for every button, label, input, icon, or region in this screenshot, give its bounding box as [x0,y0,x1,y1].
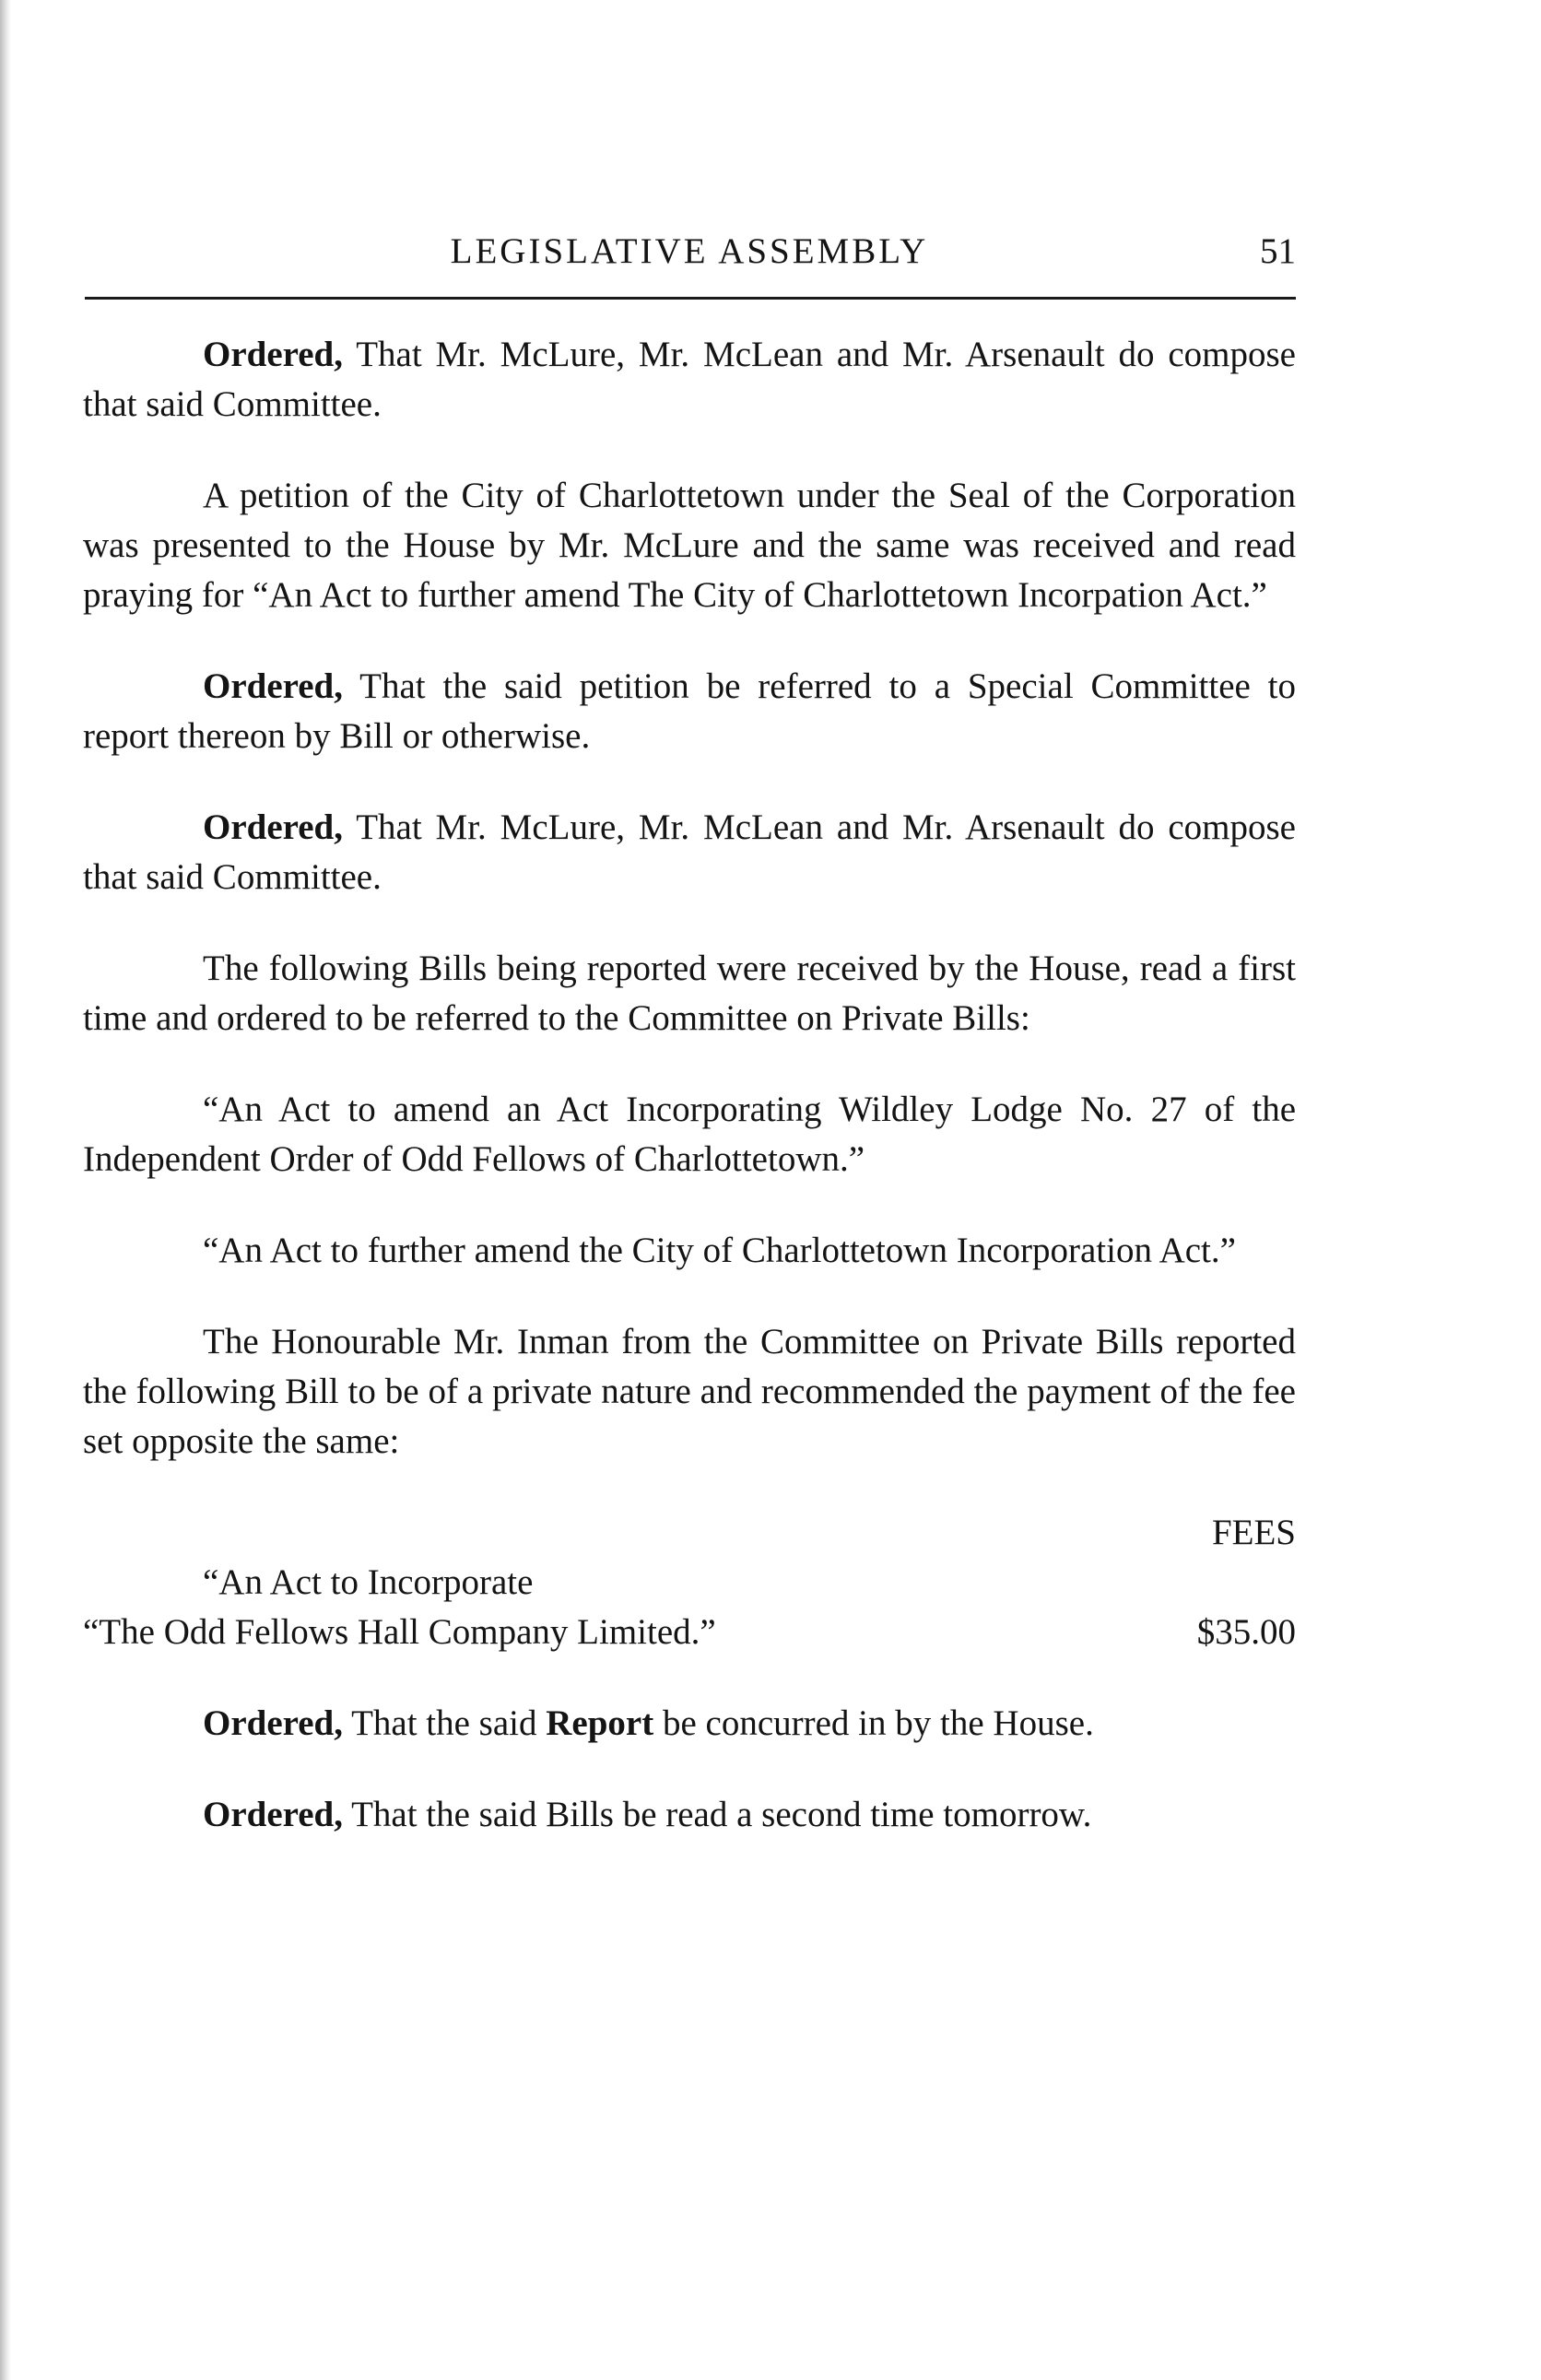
bill-wildley-lodge: “An Act to amend an Act Incorporating Wildley Lodge No. 27 of the Independent Order of Odd Fellows of Charlottetown.” [83,1090,1296,1179]
paragraph-text: That Mr. McLure, Mr. McLean and Mr. Arsenault do compose that said Committee. [83,807,1296,897]
paragraph-ordered-committee-2 [83,803,1296,902]
fees-heading: FEES [1211,1513,1296,1552]
fee-bill-title-line-2: “The Odd Fellows Hall Company Limited.” [83,1612,716,1652]
ordered-lead: Ordered, [203,1795,344,1834]
paragraph-text: That the said petition be referred to a Special Committee to report thereon by Bill or otherwise. [83,666,1296,756]
ordered-lead: Ordered, [203,666,344,706]
running-head [83,230,1296,295]
paragraph-text: The Honourable Mr. Inman from the Committee on Private Bills reported the following Bill to be of a private nature and recommended the payment of the fee set opposite the same: [83,1322,1296,1461]
page-header-title: LEGISLATIVE ASSEMBLY [450,231,929,271]
bill-city-incorporation: “An Act to further amend the City of Charlottetown Incorporation Act.” [203,1231,1236,1270]
page-edge-shadow [0,0,11,2380]
paragraph-committee-report [83,1317,1296,1467]
fees-table [83,1508,1296,1657]
report-word: Report [546,1703,654,1743]
paragraph-text: That the said Bills be read a second time tomorrow. [351,1795,1092,1834]
paragraph-bills-reported [83,944,1296,1043]
paragraph-text: That Mr. McLure, Mr. McLean and Mr. Arsenault do compose that said Committee. [83,335,1296,424]
paragraph-ordered-committee-1 [83,330,1296,430]
fee-amount: $35.00 [1196,1612,1296,1652]
ordered-lead: Ordered, [203,807,344,847]
paragraph-petition [83,471,1296,620]
ordered-lead: Ordered, [203,335,344,374]
paragraph-ordered-referred [83,662,1296,761]
paragraph-text: That the said [351,1703,537,1743]
paragraph-ordered-second-reading [83,1790,1296,1840]
paragraph-text: The following Bills being reported were received by the House, read a first time and ordered to be referred to the Committee on Private Bills: [83,948,1296,1038]
ordered-lead: Ordered, [203,1703,344,1743]
fee-bill-title-line-1: “An Act to Incorporate [203,1562,534,1602]
paragraph-text: be concurred in by the House. [662,1703,1094,1743]
paragraph-ordered-report-concurred [83,1699,1296,1749]
header-rule [85,297,1296,300]
paragraph-text: A petition of the City of Charlottetown under the Seal of the Corporation was presented to the House by Mr. McLure and the same was received and read praying for “An Act to further amend The City of Charlottetown Incorpation Act.” [83,476,1296,615]
page-number: 51 [1260,231,1296,271]
page-body [83,330,1296,1881]
